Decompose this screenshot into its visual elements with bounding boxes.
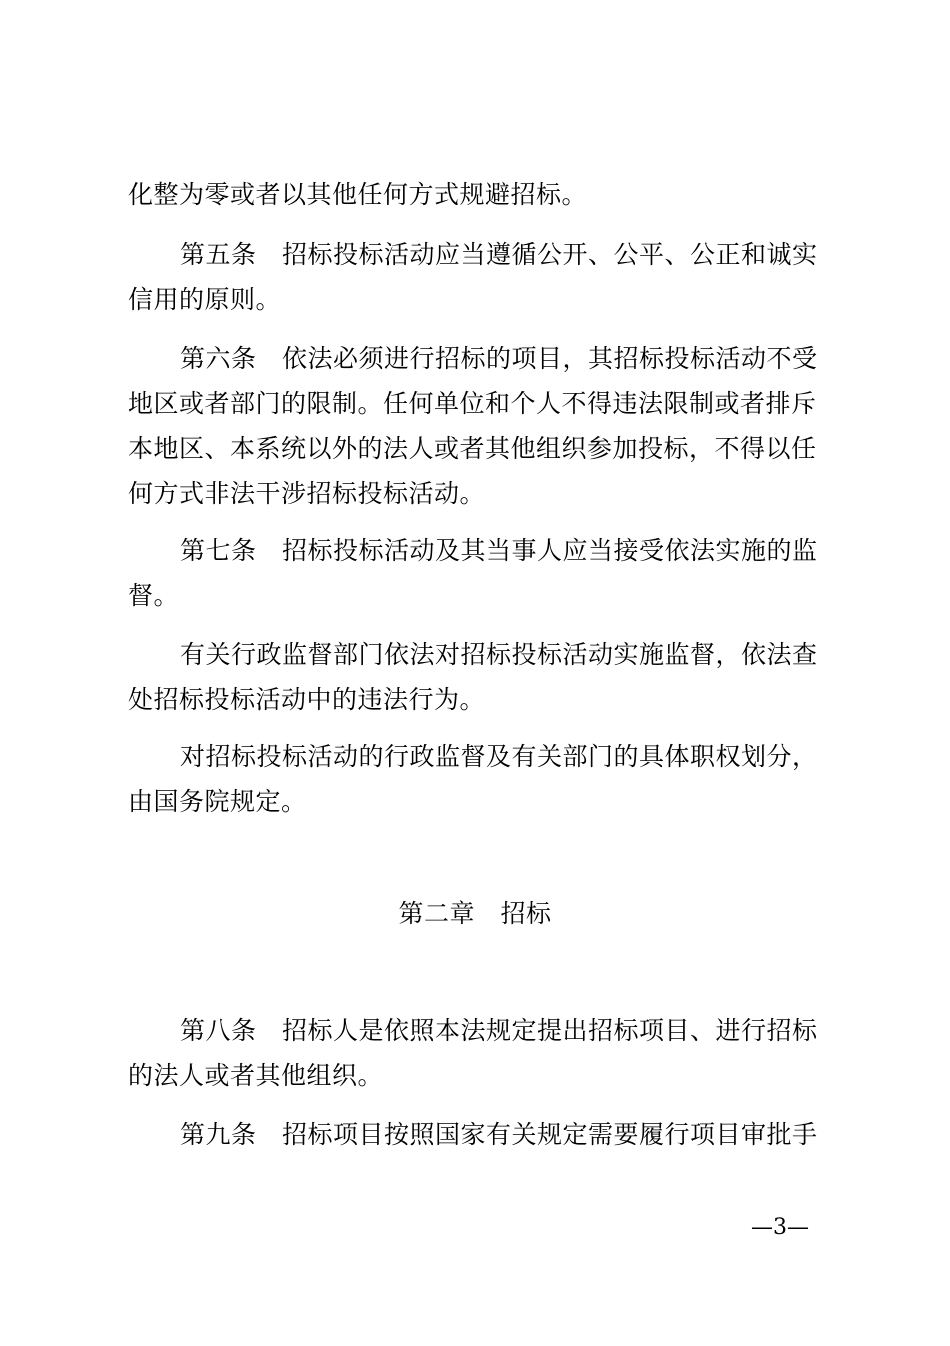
paragraph-supervision: 有关行政监督部门依法对招标投标活动实施监督，依法查处招标投标活动中的违法行为。 [128, 640, 818, 714]
paragraph-article-7: 第七条 招标投标活动及其当事人应当接受依法实施的监督。 [128, 536, 818, 610]
paragraph-continuation: 化整为零或者以其他任何方式规避招标。 [128, 180, 588, 209]
paragraph-article-8: 第八条 招标人是依照本法规定提出招标项目、进行招标的法人或者其他组织。 [128, 1016, 818, 1090]
paragraph-article-9: 第九条 招标项目按照国家有关规定需要履行项目审批手 [180, 1120, 818, 1149]
paragraph-article-5: 第五条 招标投标活动应当遵循公开、公平、公正和诚实信用的原则。 [128, 240, 818, 314]
page-number: —3— [751, 1215, 809, 1240]
paragraph-authority: 对招标投标活动的行政监督及有关部门的具体职权划分，由国务院规定。 [128, 742, 818, 816]
chapter-title: 第二章 招标 [398, 899, 552, 928]
paragraph-article-6: 第六条 依法必须进行招标的项目，其招标投标活动不受地区或者部门的限制。任何单位和个人不得违法限制或者排斥本地区、本系统以外的法人或者其他组织参加投标，不得以任何方式非法干涉招标投标活动。 [128, 344, 818, 508]
